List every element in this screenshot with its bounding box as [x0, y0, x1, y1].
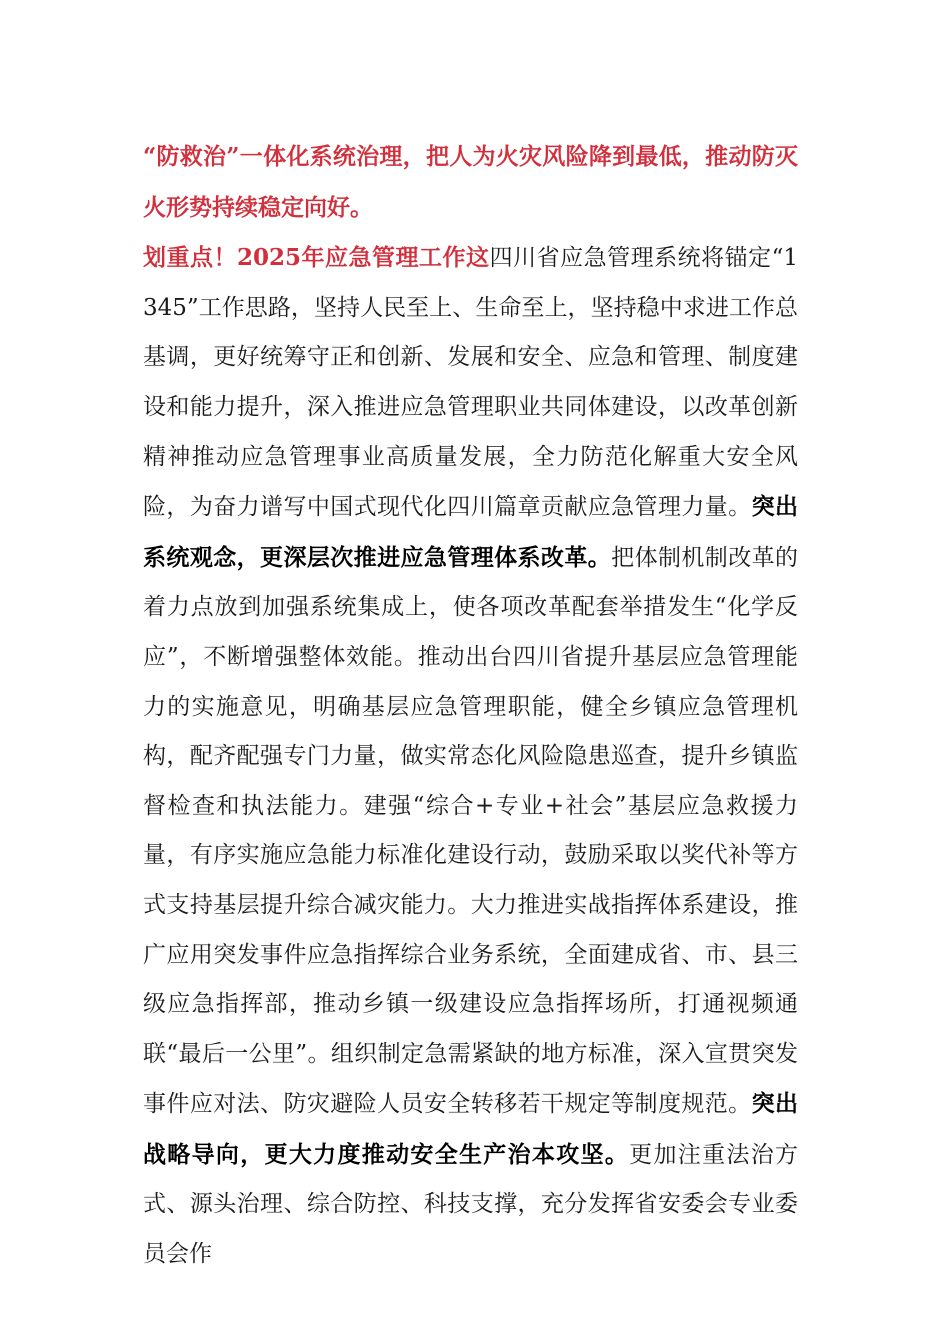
bold-heading-2: 突出战略导向，更大力度推动安全生产治本攻坚。: [143, 1090, 799, 1168]
document-body: [143, 132, 798, 1280]
intro-paragraph: [143, 132, 798, 233]
bold-heading-1: 突出系统观念，更深层次推进应急管理体系改革。: [143, 493, 799, 571]
main-paragraph: [143, 233, 798, 1279]
body-text-1: 四川省应急管理系统将锚定“1345”工作思路，坚持人民至上、生命至上，坚持稳中求进工作总基调，更好统筹守正和创新、发展和安全、应急和管理、制度建设和能力提升，深入推进应急管理职业共同体建设，以改革创新精神推动应急管理事业高质量发展，全力防范化解重大安全风险，为奋力谱写中国式现代化四川篇章贡献应急管理力量。: [143, 245, 798, 521]
body-text-2: 把体制机制改革的着力点放到加强系统集成上，使各项改革配套举措发生“化学反应”，不断增强整体效能。推动出台四川省提升基层应急管理能力的实施意见，明确基层应急管理职能，健全乡镇应急管理机构，配齐配强专门力量，做实常态化风险隐患巡查，提升乡镇监督检查和执法能力。建强“综合+专业+社会”基层应急救援力量，有序实施应急能力标准化建设行动，鼓励采取以奖代补等方式支持基层提升综合减灾能力。大力推进实战指挥体系建设，推广应用突发事件应急指挥综合业务系统，全面建成省、市、县三级应急指挥部，推动乡镇一级建设应急指挥场所，打通视频通联“最后一公里”。组织制定急需紧缺的地方标准，深入宣贯突发事件应对法、防灾避险人员安全转移若干规定等制度规范。: [143, 544, 799, 1118]
body-text-3: 更加注重法治方式、源头治理、综合防控、科技支撑，充分发挥省安委会专业委员会作: [143, 1141, 799, 1268]
headline-red-text: 划重点！2025年应急管理工作这: [143, 244, 490, 272]
intro-red-text: “防救治”一体化系统治理，把人为火灾风险降到最低，推动防灭火形势持续稳定向好。: [143, 143, 798, 221]
